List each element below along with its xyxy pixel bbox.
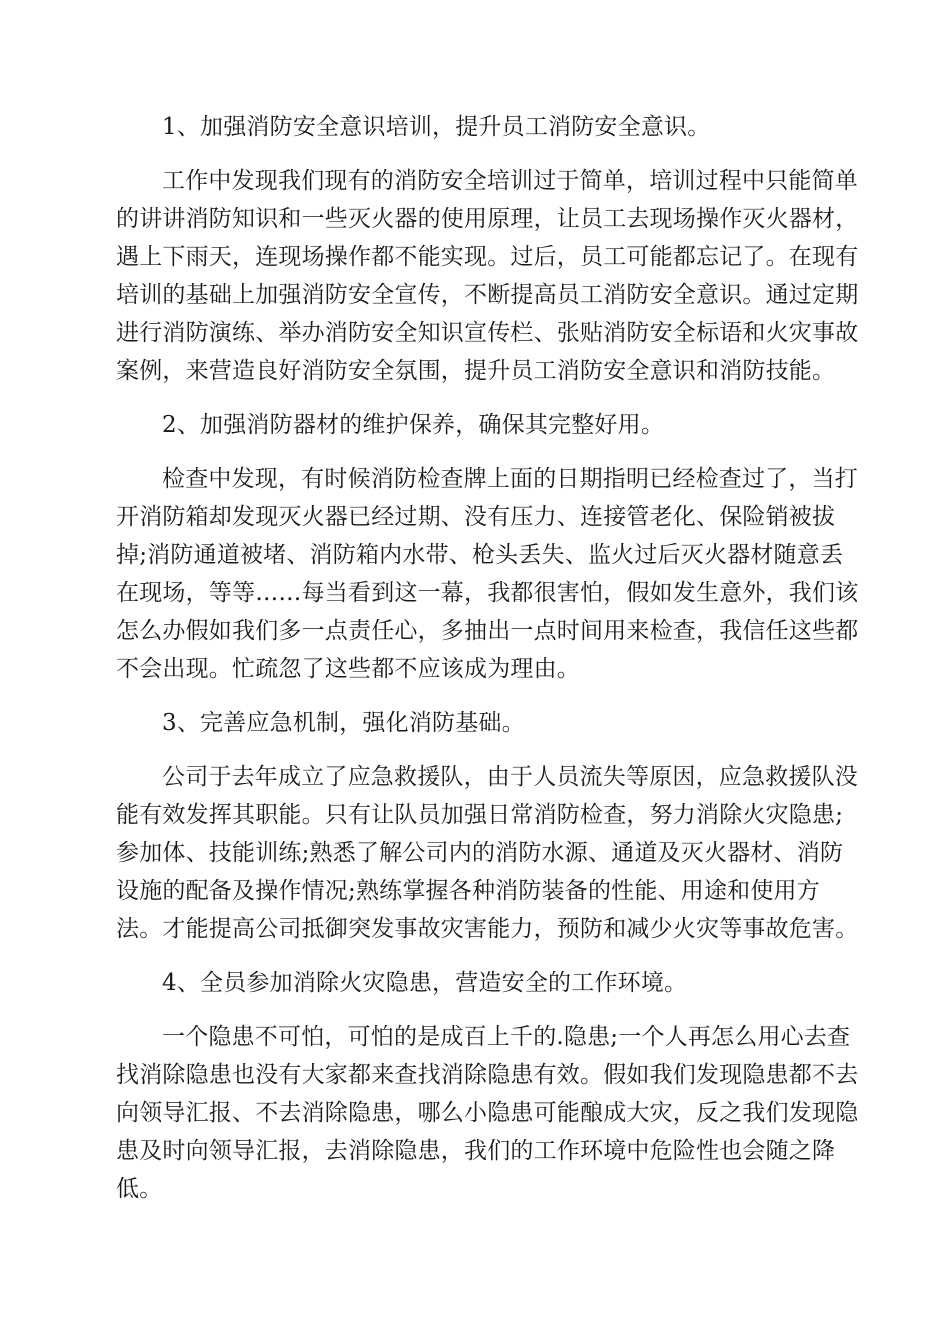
paragraph-line: 怎么办假如我们多一点责任心，多抽出一点时间用来检查，我信任这些都 (116, 618, 859, 644)
paragraph-line: 检查中发现，有时候消防检查牌上面的日期指明已经检查过了，当打 (162, 466, 858, 492)
paragraph-line: 掉;消防通道被堵、消防箱内水带、枪头丢失、监火过后灭火器材随意丢 (116, 542, 844, 568)
paragraph-line: 法。才能提高公司抵御突发事故灾害能力，预防和减少火灾等事故危害。 (116, 916, 859, 942)
paragraph-line: 找消除隐患也没有大家都来查找消除隐患有效。假如我们发现隐患都不去 (116, 1062, 859, 1088)
section-4-paragraph (116, 1018, 859, 1208)
paragraph-line: 不会出现。忙疏忽了这些都不应该成为理由。 (116, 656, 580, 682)
paragraph-line: 公司于去年成立了应急救援队，由于人员流失等原因，应急救援队没 (162, 764, 858, 790)
paragraph-line: 设施的配备及操作情况;熟练掌握各种消防装备的性能、用途和使用方 (116, 878, 820, 904)
paragraph-line: 培训的基础上加强消防安全宣传，不断提高员工消防安全意识。通过定期 (116, 282, 859, 308)
paragraph-line: 一个隐患不可怕，可怕的是成百上千的.隐患;一个人再怎么用心去查 (162, 1024, 851, 1050)
paragraph-line: 参加体、技能训练;熟悉了解公司内的消防水源、通道及灭火器材、消防 (116, 840, 844, 866)
paragraph-line: 患及时向领导汇报，去消除隐患，我们的工作环境中危险性也会随之降 (116, 1138, 836, 1164)
paragraph-line: 能有效发挥其职能。只有让队员加强日常消防检查，努力消除火灾隐患; (116, 802, 844, 828)
paragraph-line: 向领导汇报、不去消除隐患，哪么小隐患可能酿成大灾，反之我们发现隐 (116, 1100, 859, 1126)
section-3-paragraph (116, 758, 859, 948)
paragraph-line: 工作中发现我们现有的消防安全培训过于简单，培训过程中只能简单 (162, 168, 858, 194)
section-4-heading: 4、全员参加消除火灾隐患，营造安全的工作环境。 (162, 970, 688, 996)
section-3-heading: 3、完善应急机制，强化消防基础。 (162, 710, 525, 736)
section-1-heading: 1、加强消防安全意识培训，提升员工消防安全意识。 (162, 114, 711, 140)
paragraph-line: 低。 (116, 1176, 163, 1202)
section-2-heading: 2、加强消防器材的维护保养，确保其完整好用。 (162, 412, 665, 438)
paragraph-line: 案例，来营造良好消防安全氛围，提升员工消防安全意识和消防技能。 (116, 358, 836, 384)
paragraph-line: 进行消防演练、举办消防安全知识宣传栏、张贴消防安全标语和火灾事故 (116, 320, 859, 346)
section-1-paragraph (116, 162, 859, 390)
paragraph-line: 开消防箱却发现灭火器已经过期、没有压力、连接管老化、保险销被拔 (116, 504, 836, 530)
paragraph-line: 在现场，等等……每当看到这一幕，我都很害怕，假如发生意外，我们该 (116, 580, 859, 606)
document-body (116, 108, 859, 1224)
paragraph-line: 的讲讲消防知识和一些灭火器的使用原理，让员工去现场操作灭火器材， (116, 206, 859, 232)
paragraph-line: 遇上下雨天，连现场操作都不能实现。过后，员工可能都忘记了。在现有 (116, 244, 859, 270)
section-2-paragraph (116, 460, 859, 688)
